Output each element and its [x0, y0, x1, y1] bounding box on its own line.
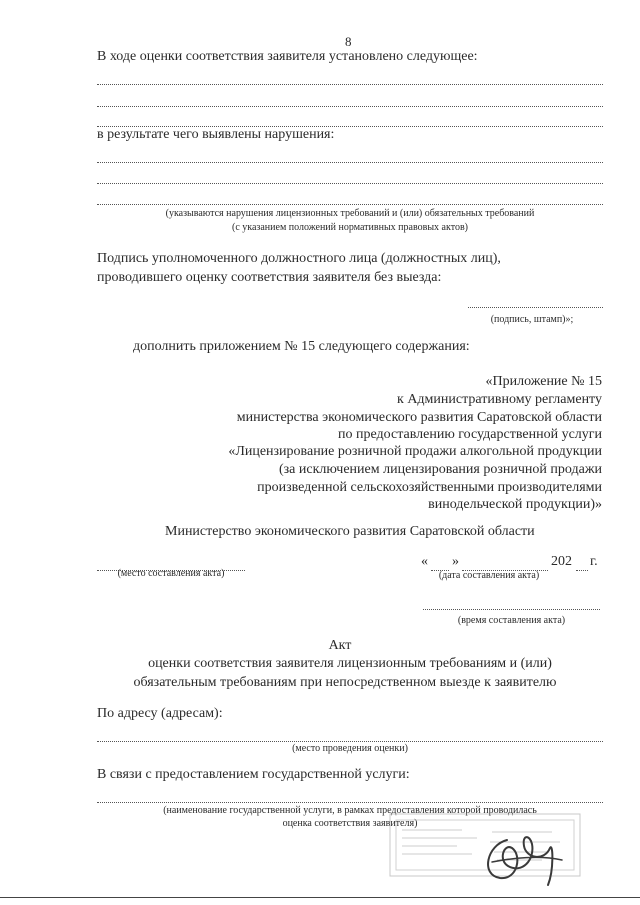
- page-number: 8: [345, 34, 352, 49]
- address-caption: (место проведения оценки): [292, 743, 408, 754]
- signature-text-line1: Подпись уполномоченного должностного лица (должностных лиц),: [97, 251, 501, 266]
- act-title: Акт: [328, 638, 352, 653]
- act-subtitle-line1: оценки соответствия заявителя лицензионным требованиям и (или): [148, 656, 552, 671]
- date-caption: (дата составления акта): [438, 570, 540, 581]
- year-suffix: г.: [590, 554, 598, 569]
- page-bottom-edge: [0, 897, 640, 898]
- fill-line: [97, 162, 603, 163]
- year-prefix: 202: [551, 554, 572, 569]
- violations-note-line1: (указываются нарушения лицензионных требований и (или) обязательных требований: [165, 208, 535, 219]
- year-field: [576, 570, 588, 571]
- time-caption: (время составления акта): [457, 615, 566, 626]
- signature-text-line2: проводившего оценку соответствия заявителя без выезда:: [97, 270, 442, 285]
- date-open-quote: «: [421, 554, 428, 569]
- assessment-intro: В ходе оценки соответствия заявителя установлено следующее:: [97, 49, 478, 64]
- appendix-line: «Лицензирование розничной продажи алкогольной продукции: [228, 444, 602, 459]
- ministry-name: Министерство экономического развития Саратовской области: [165, 524, 535, 539]
- fill-line: [97, 84, 603, 85]
- fill-line: [97, 106, 603, 107]
- service-caption-line2: оценка соответствия заявителя): [282, 818, 418, 829]
- date-close-quote: »: [452, 554, 459, 569]
- appendix-line: к Административному регламенту: [397, 392, 602, 407]
- violations-note-line2: (с указанием положений нормативных правовых актов): [232, 222, 468, 233]
- official-stamp-and-signature: [372, 800, 602, 895]
- appendix-line: министерства экономического развития Саратовской области: [236, 410, 602, 425]
- amendment-text: дополнить приложением № 15 следующего содержания:: [133, 339, 470, 354]
- address-label: По адресу (адресам):: [97, 706, 223, 721]
- appendix-line: (за исключением лицензирования розничной продажи: [278, 462, 602, 477]
- appendix-line: произведенной сельскохозяйственными производителями: [257, 480, 602, 495]
- appendix-line: винодельческой продукции)»: [428, 497, 602, 512]
- address-line: [97, 741, 603, 742]
- signature-line: [468, 307, 603, 308]
- appendix-line: «Приложение № 15: [485, 374, 602, 389]
- place-caption: (место составления акта): [117, 568, 225, 579]
- act-subtitle-line2: обязательным требованиям при непосредственном выезде к заявителю: [133, 675, 557, 690]
- service-caption-line1: (наименование государственной услуги, в рамках предоставления которой проводилась: [163, 805, 537, 816]
- service-label: В связи с предоставлением государственной услуги:: [97, 767, 410, 782]
- violations-intro: в результате чего выявлены нарушения:: [97, 127, 335, 142]
- time-line: [423, 609, 600, 610]
- fill-line: [97, 183, 603, 184]
- signature-caption: (подпись, штамп)»;: [490, 314, 574, 325]
- fill-line: [97, 204, 603, 205]
- appendix-line: по предоставлению государственной услуги: [338, 427, 602, 442]
